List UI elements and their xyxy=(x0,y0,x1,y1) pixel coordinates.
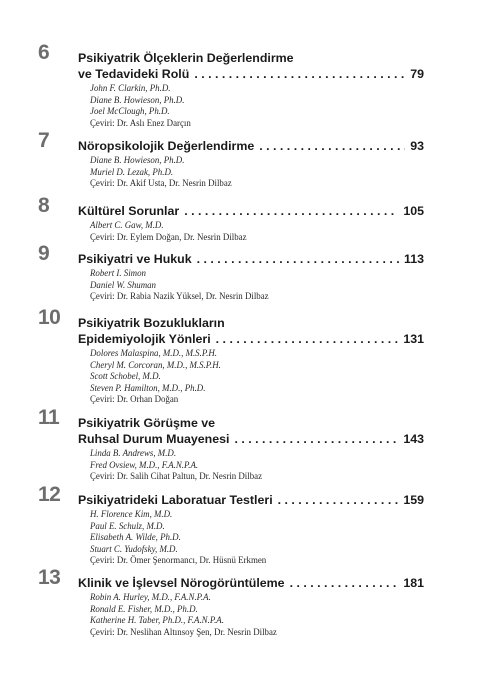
page-number: 79 xyxy=(410,67,424,81)
page-number: 105 xyxy=(403,204,424,218)
translator: Çeviri: Dr. Neslihan Altınsoy Şen, Dr. Nesrin Dilbaz xyxy=(90,626,277,637)
author: Linda B. Andrews, M.D. xyxy=(90,448,177,458)
dot-leader xyxy=(194,66,405,82)
author-list xyxy=(90,592,430,638)
dot-leader xyxy=(290,575,399,591)
author: Scott Schobel, M.D. xyxy=(90,371,161,382)
chapter-title-line xyxy=(78,331,424,347)
chapter-title-line xyxy=(78,415,424,431)
translator: Çeviri: Dr. Akif Usta, Dr. Nesrin Dilbaz xyxy=(90,178,232,189)
page-number: 93 xyxy=(410,139,424,153)
chapter-title: Psikiyatrik Bozuklukların xyxy=(78,316,225,330)
dot-leader xyxy=(234,431,398,447)
chapter-title: Kültürel Sorunlar xyxy=(78,204,180,218)
chapter-title: Psikiyatrik Ölçeklerin Değerlendirme xyxy=(78,51,294,65)
author-list xyxy=(90,220,430,243)
dot-leader xyxy=(259,138,405,154)
translator: Çeviri: Dr. Orhan Doğan xyxy=(90,394,179,405)
author: Diane B. Howieson, Ph.D. xyxy=(90,155,185,165)
dot-leader xyxy=(278,492,399,508)
author: Diane B. Howieson, Ph.D. xyxy=(90,94,185,105)
author: Cheryl M. Corcoran, M.D., M.S.P.H. xyxy=(90,359,221,370)
page-number: 159 xyxy=(403,493,424,507)
chapter-title-line xyxy=(78,50,424,66)
author: Ronald E. Fisher, M.D., Ph.D. xyxy=(90,603,198,614)
chapter-title-line xyxy=(78,251,424,267)
chapter-title-line xyxy=(78,315,424,331)
page-number: 113 xyxy=(404,252,424,266)
chapter-title-line xyxy=(78,138,424,154)
chapter-title-line xyxy=(78,66,424,82)
chapter-title: Psikiyatrideki Laboratuar Testleri xyxy=(78,493,273,507)
author: Joel McClough, Ph.D. xyxy=(90,106,170,117)
author: Robin A. Hurley, M.D., F.A.N.P.A. xyxy=(90,592,211,602)
chapter-title-line xyxy=(78,203,424,219)
dot-leader xyxy=(184,203,398,219)
translator: Çeviri: Dr. Eylem Doğan, Dr. Nesrin Dilbaz xyxy=(90,231,247,242)
author: Steven P. Hamilton, M.D., Ph.D. xyxy=(90,382,206,393)
chapter-title: Epidemiyolojik Yönleri xyxy=(78,332,211,346)
chapter-number: 11 xyxy=(38,406,60,429)
author: Elisabeth A. Wilde, Ph.D. xyxy=(90,532,181,543)
author: Katherine H. Taber, Ph.D., F.A.N.P.A. xyxy=(90,615,224,626)
chapter-number: 9 xyxy=(38,242,50,265)
dot-leader xyxy=(216,331,399,347)
author: Daniel W. Shuman xyxy=(90,279,156,290)
author: Fred Ovsiew, M.D., F.A.N.P.A. xyxy=(90,459,199,470)
author-list xyxy=(90,448,430,483)
author: Albert C. Gaw, M.D. xyxy=(90,220,164,230)
chapter-title-line xyxy=(78,575,424,591)
chapter-number: 12 xyxy=(38,483,61,506)
chapter-title: Psikiyatri ve Hukuk xyxy=(78,252,192,266)
page-number: 181 xyxy=(403,576,424,590)
author: Muriel D. Lezak, Ph.D. xyxy=(90,166,174,177)
chapter-title: Nöropsikolojik Değerlendirme xyxy=(78,139,255,153)
author: Stuart C. Yudofsky, M.D. xyxy=(90,543,178,554)
author: Paul E. Schulz, M.D. xyxy=(90,520,165,531)
chapter-title-line xyxy=(78,492,424,508)
chapter-number: 8 xyxy=(38,194,50,217)
author: Robert I. Simon xyxy=(90,268,146,278)
author-list xyxy=(90,348,430,406)
translator: Çeviri: Dr. Rabia Nazik Yüksel, Dr. Nesrin Dilbaz xyxy=(90,291,269,302)
chapter-title: Ruhsal Durum Muayenesi xyxy=(78,432,230,446)
author-list xyxy=(90,83,430,129)
translator: Çeviri: Dr. Aslı Enez Darçın xyxy=(90,117,191,128)
translator: Çeviri: Dr. Ömer Şenormancı, Dr. Hüsnü Erkmen xyxy=(90,555,267,566)
chapter-title: Klinik ve İşlevsel Nörogörüntüleme xyxy=(78,576,285,590)
chapter-number: 10 xyxy=(38,306,61,329)
chapter-number: 13 xyxy=(38,566,61,589)
chapter-title: ve Tedavideki Rolü xyxy=(78,67,190,81)
translator: Çeviri: Dr. Salih Cihat Paltun, Dr. Nesrin Dilbaz xyxy=(90,471,263,482)
page-number: 143 xyxy=(403,432,424,446)
chapter-number: 7 xyxy=(38,129,50,152)
author-list xyxy=(90,268,430,303)
page-number: 131 xyxy=(403,332,424,346)
dot-leader xyxy=(197,251,399,267)
author: H. Florence Kim, M.D. xyxy=(90,509,173,519)
author: Dolores Malaspina, M.D., M.S.P.H. xyxy=(90,348,217,358)
chapter-title-line xyxy=(78,431,424,447)
author: John F. Clarkin, Ph.D. xyxy=(90,83,171,93)
chapter-title: Psikiyatrik Görüşme ve xyxy=(78,416,216,430)
author-list xyxy=(90,155,430,190)
chapter-number: 6 xyxy=(38,41,50,64)
author-list xyxy=(90,509,430,567)
